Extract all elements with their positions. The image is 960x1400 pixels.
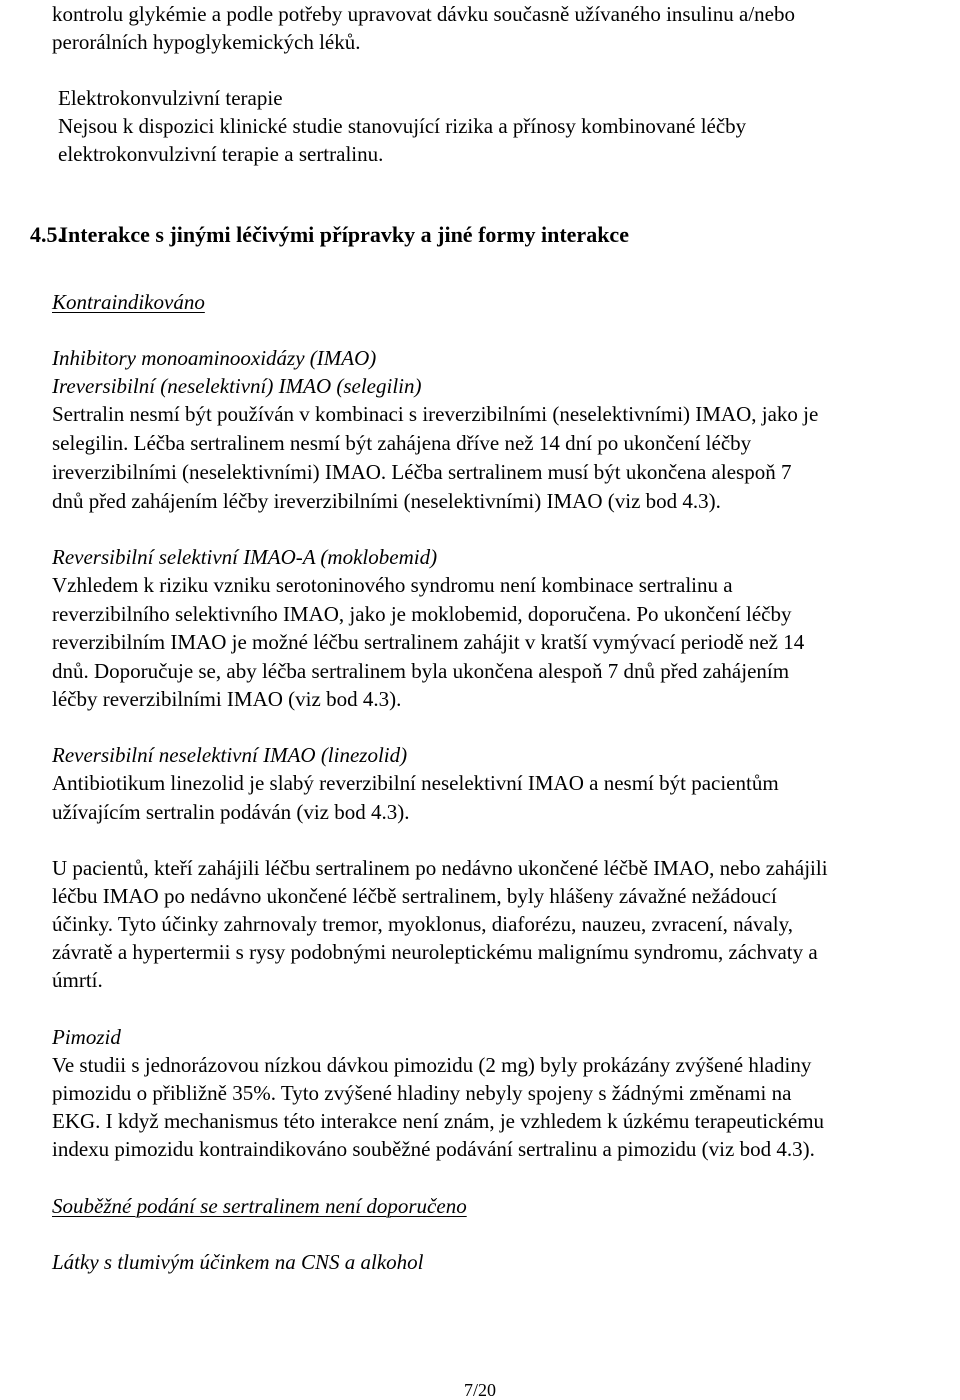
page-number: 7/20 bbox=[463, 1380, 496, 1400]
text-line: perorálních hypoglykemických léků. bbox=[52, 30, 361, 54]
text-line: ireverzibilními (neselektivními) IMAO. Léčba sertralinem musí být ukončena alespoň 7 bbox=[52, 460, 792, 484]
subheading-reversible-selective: Reversibilní selektivní IMAO-A (moklobemid) bbox=[52, 545, 438, 569]
subheading-cns-depressants: Látky s tlumivým účinkem na CNS a alkohol bbox=[52, 1250, 424, 1274]
subheading-pimozid: Pimozid bbox=[52, 1025, 121, 1049]
text-line: Antibiotikum linezolid je slabý reverzibilní neselektivní IMAO a nesmí být pacientům bbox=[52, 771, 779, 795]
text-line: U pacientů, kteří zahájili léčbu sertralinem po nedávno ukončené léčbě IMAO, nebo zahájili bbox=[52, 856, 828, 880]
text-line: závratě a hypertermii s rysy podobnými neuroleptickému malignímu syndromu, záchvaty a bbox=[52, 940, 818, 964]
text-line: léčbu IMAO po nedávno ukončené léčbě sertralinem, byly hlášeny závažné nežádoucí bbox=[52, 884, 777, 908]
subheading-not-recommended: Souběžné podání se sertralinem není doporučeno bbox=[52, 1194, 467, 1218]
text-line: Sertralin nesmí být používán v kombinaci s ireverzibilními (neselektivními) IMAO, jako je bbox=[52, 402, 819, 426]
text-line: elektrokonvulzivní terapie a sertralinu. bbox=[58, 142, 384, 166]
text-line: kontrolu glykémie a podle potřeby upravovat dávku současně užívaného insulinu a/nebo bbox=[52, 2, 795, 26]
text-line: Ve studii s jednorázovou nízkou dávkou pimozidu (2 mg) byly prokázány zvýšené hladiny bbox=[52, 1053, 812, 1077]
subheading-imao: Inhibitory monoaminooxidázy (IMAO) bbox=[52, 346, 377, 370]
section-heading bbox=[30, 224, 629, 246]
text-line: užívajícím sertralin podáván (viz bod 4.3). bbox=[52, 800, 410, 824]
text-line: pimozidu o přibližně 35%. Tyto zvýšené hladiny nebyly spojeny s žádnými změnami na bbox=[52, 1081, 792, 1105]
text-line: selegilin. Léčba sertralinem nesmí být zahájena dříve než 14 dní po ukončení léčby bbox=[52, 431, 752, 455]
text-line: dnů. Doporučuje se, aby léčba sertralinem byla ukončena alespoň 7 dnů před zahájením bbox=[52, 659, 790, 683]
subheading-reversible-nonselective: Reversibilní neselektivní IMAO (linezolid) bbox=[52, 743, 408, 767]
text-line: reverzibilním IMAO je možné léčbu sertralinem zahájit v kratší vymývací periodě než 14 bbox=[52, 630, 805, 654]
subheading-contraindicated: Kontraindikováno bbox=[52, 290, 205, 314]
text-line: léčby reverzibilními IMAO (viz bod 4.3). bbox=[52, 687, 402, 711]
subheading-irreversible: Ireversibilní (neselektivní) IMAO (selegilin) bbox=[52, 374, 422, 398]
text-line: indexu pimozidu kontraindikováno souběžné podávání sertralinu a pimozidu (viz bod 4.3). bbox=[52, 1137, 815, 1161]
text-line: EKG. I když mechanismus této interakce není znám, je vzhledem k úzkému terapeutickému bbox=[52, 1109, 825, 1133]
text-line: reverzibilního selektivního IMAO, jako je moklobemid, doporučena. Po ukončení léčby bbox=[52, 602, 792, 626]
text-line: účinky. Tyto účinky zahrnovaly tremor, myoklonus, diaforézu, nauzeu, zvracení, návaly, bbox=[52, 912, 793, 936]
text-line: úmrtí. bbox=[52, 968, 103, 992]
section-title: Interakce s jinými léčivými přípravky a jiné formy interakce bbox=[59, 222, 629, 247]
text-line: Vzhledem k riziku vzniku serotoninového syndromu není kombinace sertralinu a bbox=[52, 573, 733, 597]
subsection-title: Elektrokonvulzivní terapie bbox=[58, 86, 283, 110]
text-line: Nejsou k dispozici klinické studie stanovující rizika a přínosy kombinované léčby bbox=[58, 114, 747, 138]
section-number: 4.5. bbox=[30, 222, 63, 247]
text-line: dnů před zahájením léčby ireverzibilními (neselektivními) IMAO (viz bod 4.3). bbox=[52, 489, 721, 513]
